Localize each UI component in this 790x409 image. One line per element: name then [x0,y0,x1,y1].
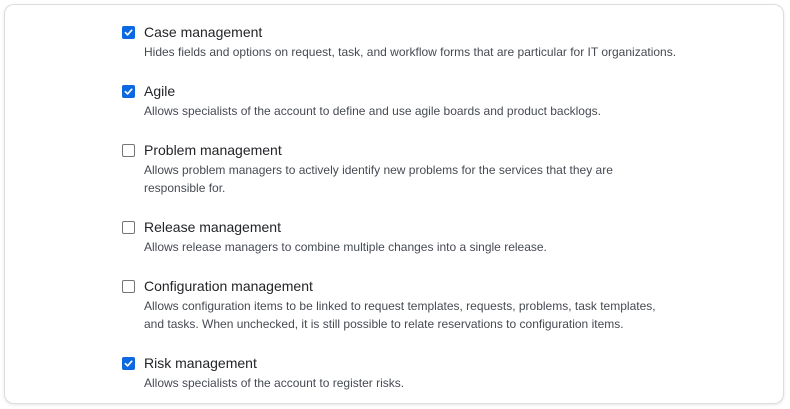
option-description [144,374,404,392]
option-configuration-management [122,276,656,333]
option-problem-management [122,140,613,197]
description-line: Allows release managers to combine multiple changes into a single release. [144,240,547,254]
option-description [144,297,656,333]
description-line: Allows configuration items to be linked to request templates, requests, problems, task templates, [144,299,656,313]
case-management-checkbox[interactable] [122,26,135,39]
option-description [144,102,601,120]
option-description [144,238,547,256]
description-line: Allows specialists of the account to register risks. [144,376,405,390]
option-description [144,43,676,61]
option-description [144,161,613,197]
description-line: Allows specialists of the account to define and use agile boards and product backlogs. [144,104,601,118]
option-label[interactable]: Configuration management [144,278,313,294]
option-agile [122,81,601,120]
checkmark-icon [124,28,133,37]
description-line: Hides fields and options on request, task, and workflow forms that are particular for IT organizations. [144,45,677,59]
option-label[interactable]: Release management [144,219,281,235]
checkmark-icon [124,359,133,368]
checkmark-icon [124,87,133,96]
problem-management-checkbox[interactable] [122,144,135,157]
option-label[interactable]: Risk management [144,355,257,371]
option-label[interactable]: Problem management [144,142,282,158]
description-line: Allows problem managers to actively identify new problems for the services that they are [144,163,613,177]
option-release-management [122,217,547,256]
option-label[interactable]: Agile [144,83,176,99]
release-management-checkbox[interactable] [122,221,135,234]
description-line: responsible for. [144,181,226,195]
agile-checkbox[interactable] [122,85,135,98]
configuration-management-checkbox[interactable] [122,280,135,293]
option-label[interactable]: Case management [144,24,263,40]
option-case-management [122,22,676,61]
risk-management-checkbox[interactable] [122,357,135,370]
option-risk-management [122,353,404,392]
description-line: and tasks. When unchecked, it is still possible to relate reservations to configuration items. [144,317,624,331]
settings-panel [4,4,784,404]
